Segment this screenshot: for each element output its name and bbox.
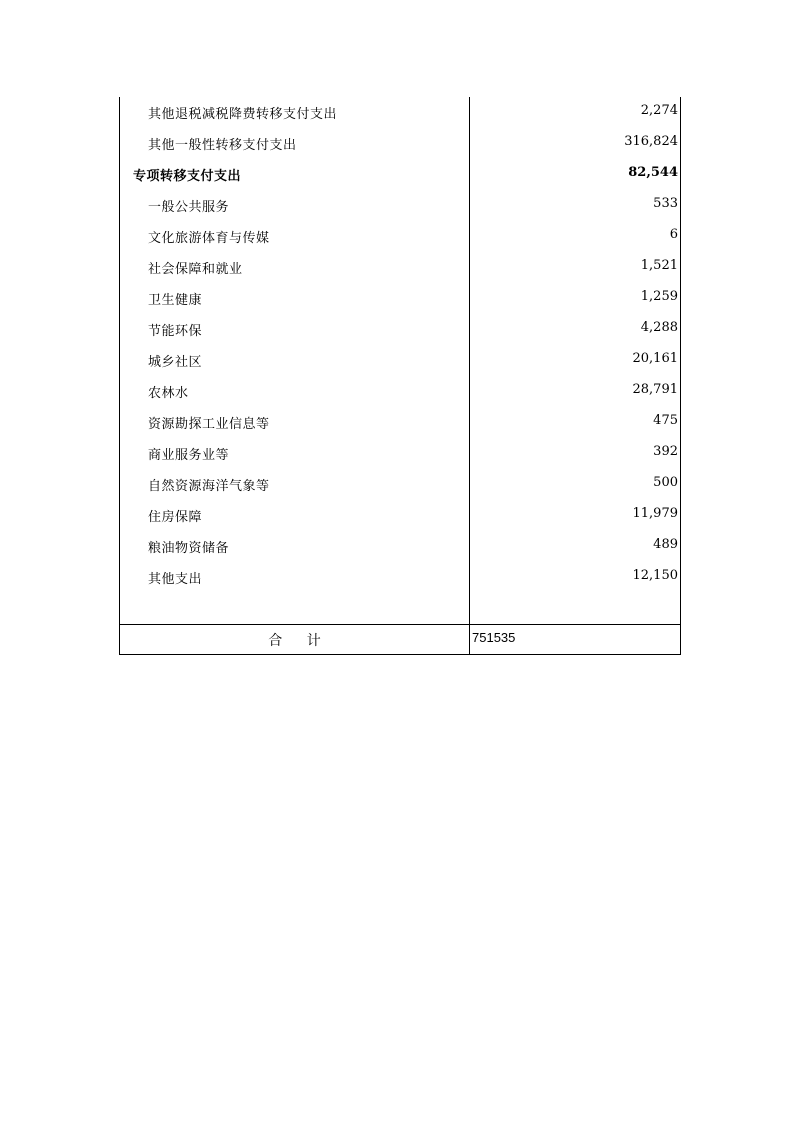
table-row <box>120 469 680 500</box>
row-item-value: 2,274 <box>640 103 678 118</box>
table-row <box>120 407 680 438</box>
row-item-value: 392 <box>653 444 678 459</box>
row-item-value: 533 <box>653 196 678 211</box>
row-item-value: 20,161 <box>632 351 678 366</box>
row-item-name: 粮油物资储备 <box>148 541 230 556</box>
table-row <box>120 438 680 469</box>
row-item-name: 文化旅游体育与传媒 <box>148 231 270 246</box>
row-item-value: 82,544 <box>628 165 678 180</box>
row-item-value: 11,979 <box>632 506 678 521</box>
row-item-value: 475 <box>653 413 678 428</box>
table-row <box>120 345 680 376</box>
row-item-value: 489 <box>653 537 678 552</box>
row-item-name: 其他一般性转移支付支出 <box>148 138 297 153</box>
budget-table <box>119 97 681 655</box>
table-row <box>120 283 680 314</box>
row-item-name: 其他退税减税降费转移支付支出 <box>148 107 338 122</box>
row-item-name: 城乡社区 <box>148 355 203 370</box>
row-item-value: 316,824 <box>624 134 678 149</box>
row-item-name: 住房保障 <box>148 510 203 525</box>
table-row <box>120 221 680 252</box>
row-item-name: 节能环保 <box>148 324 203 339</box>
total-value: 751535 <box>472 630 516 645</box>
table-row <box>120 376 680 407</box>
row-item-value: 1,521 <box>640 258 678 273</box>
row-item-value: 12,150 <box>632 568 678 583</box>
table-row <box>120 128 680 159</box>
table-row <box>120 562 680 593</box>
row-item-name: 一般公共服务 <box>148 200 230 215</box>
total-label: 合 计 <box>268 633 321 649</box>
row-item-name: 卫生健康 <box>148 293 203 308</box>
row-item-name: 商业服务业等 <box>148 448 230 463</box>
row-item-name: 专项转移支付支出 <box>133 169 242 184</box>
row-item-value: 500 <box>653 475 678 490</box>
row-item-name: 资源勘探工业信息等 <box>148 417 270 432</box>
table-row <box>120 314 680 345</box>
row-item-value: 4,288 <box>640 320 678 335</box>
row-item-name: 其他支出 <box>148 572 203 587</box>
total-row <box>120 625 680 654</box>
row-item-value: 6 <box>669 227 678 242</box>
table-row <box>120 252 680 283</box>
table-row <box>120 531 680 562</box>
table-row <box>120 190 680 221</box>
table-row <box>120 159 680 190</box>
row-item-name: 自然资源海洋气象等 <box>148 479 270 494</box>
table-row <box>120 97 680 128</box>
row-item-value: 1,259 <box>640 289 678 304</box>
row-item-name: 农林水 <box>148 386 189 401</box>
row-item-value: 28,791 <box>632 382 678 397</box>
row-item-name: 社会保障和就业 <box>148 262 243 277</box>
table-row <box>120 500 680 531</box>
